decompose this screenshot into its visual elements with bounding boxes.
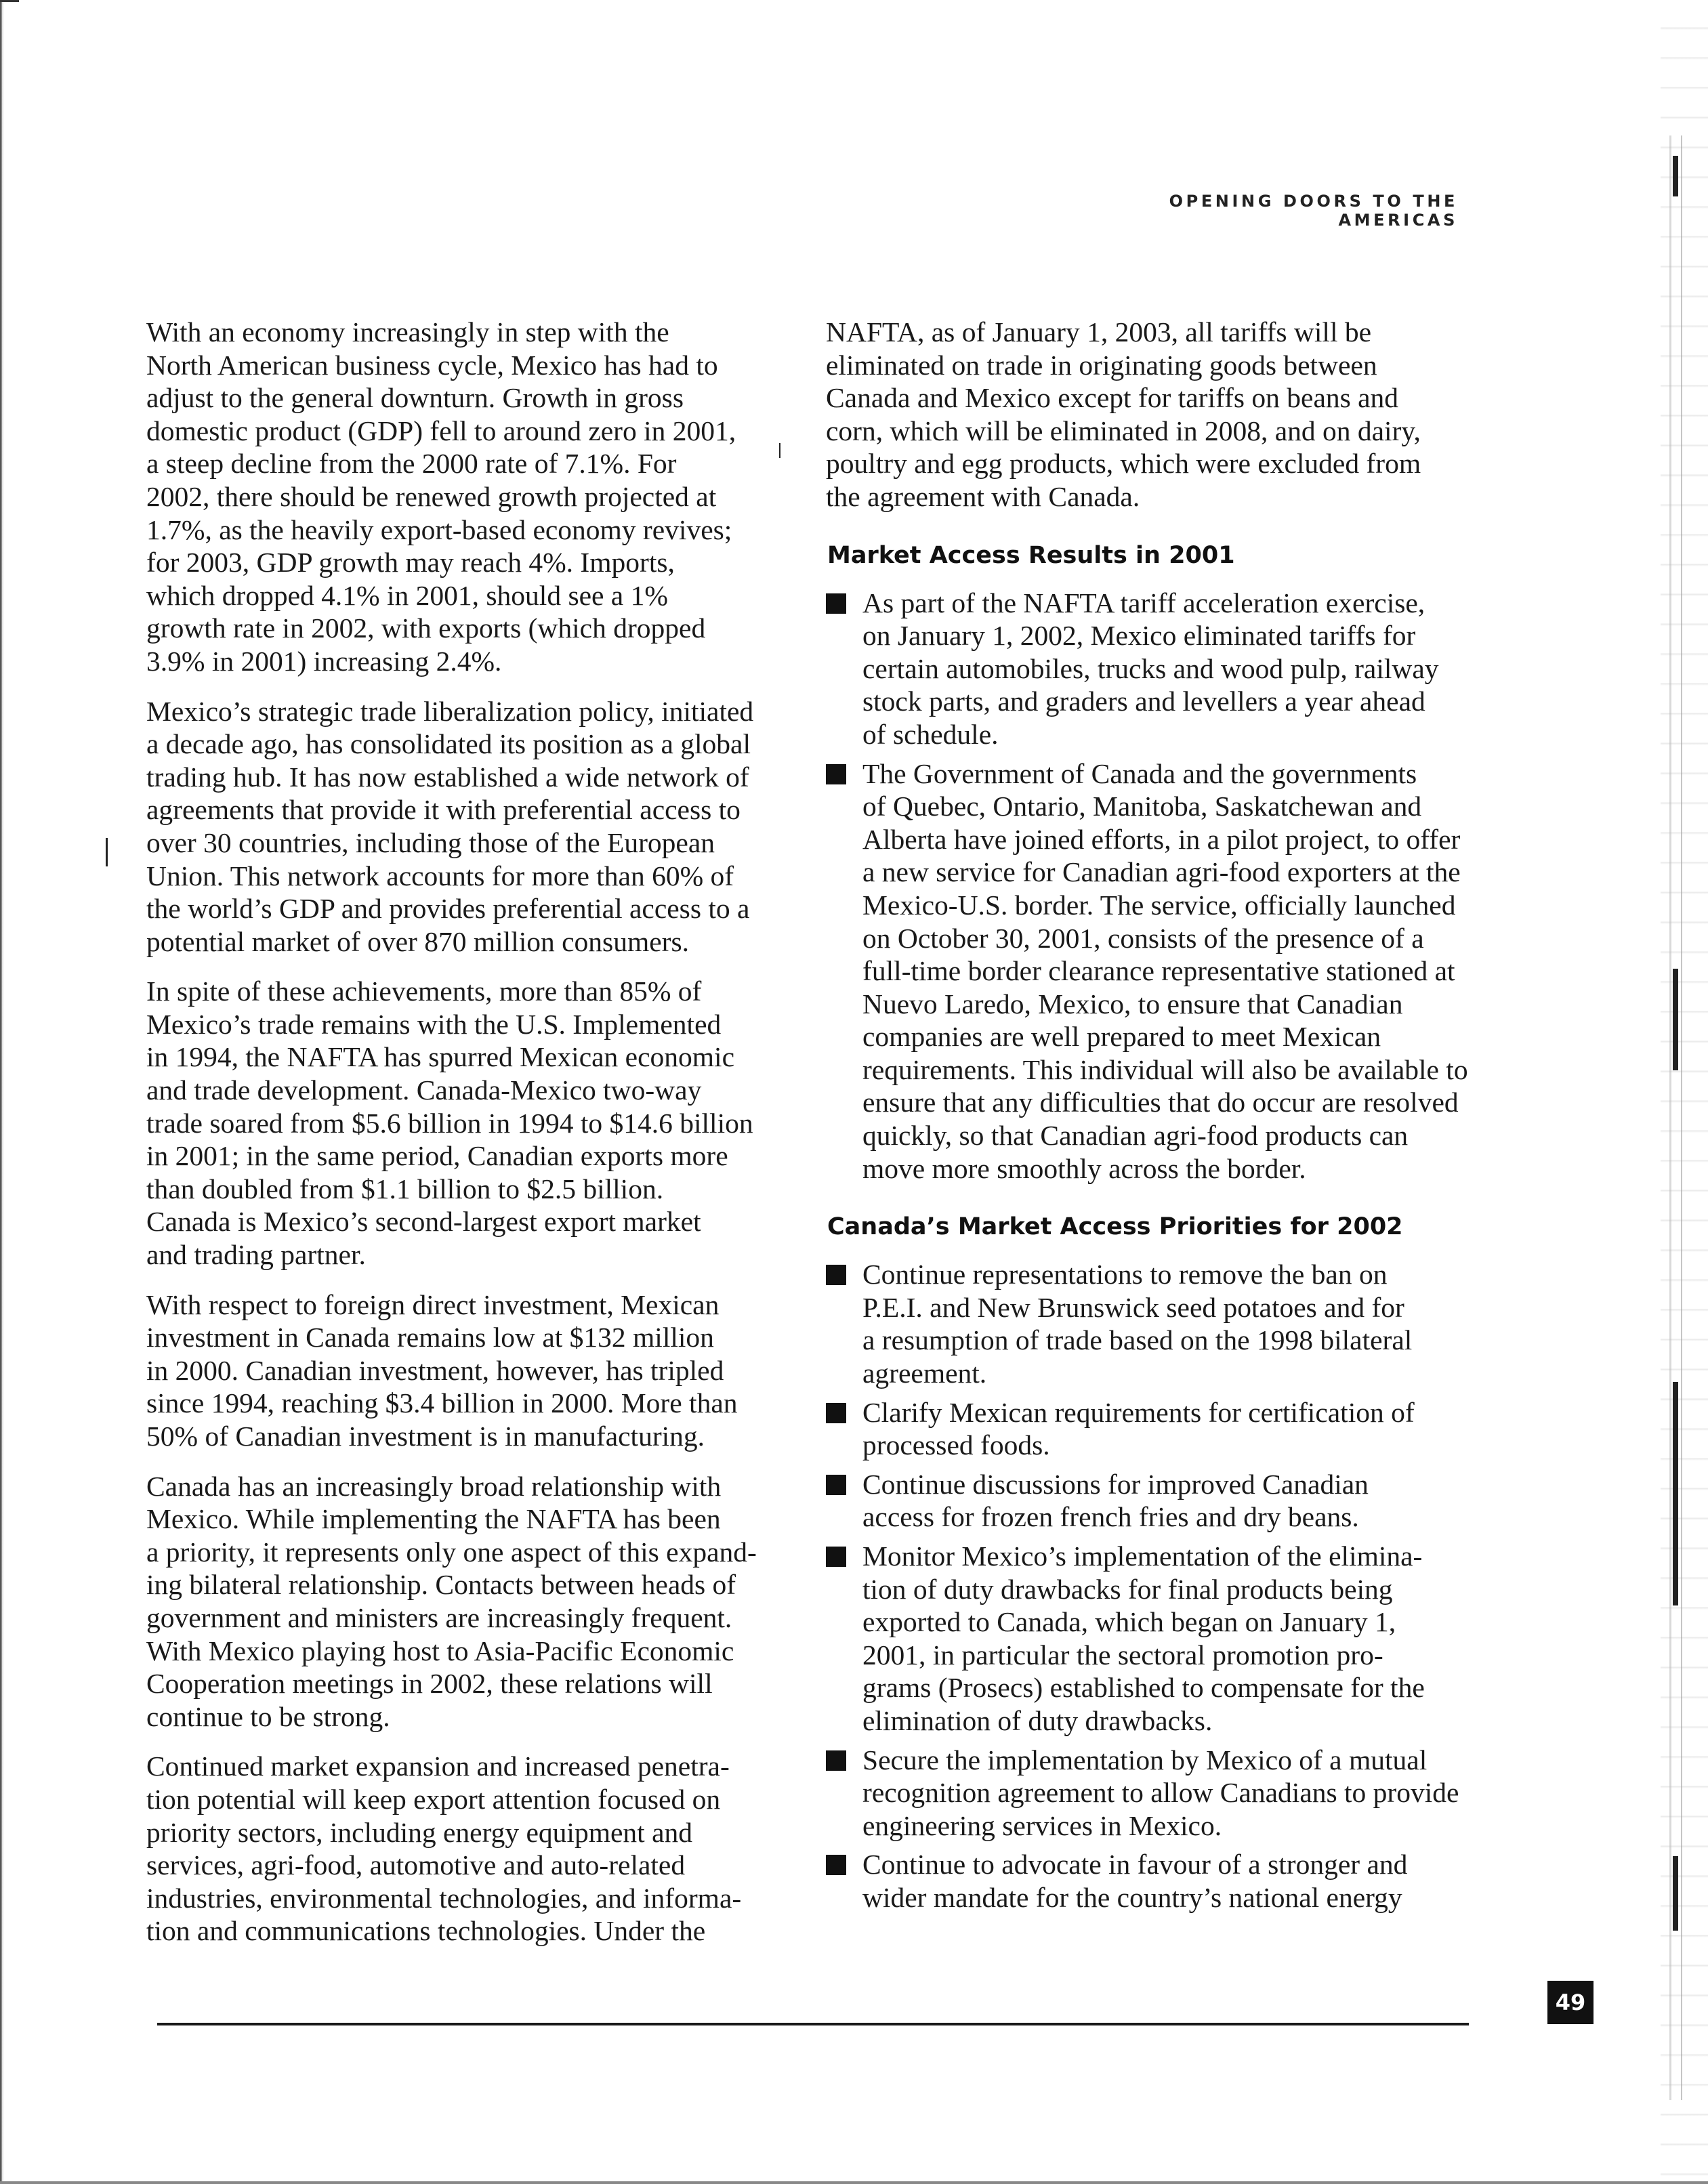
body-paragraph: NAFTA, as of January 1, 2003, all tariffs will be eliminated on trade in originating goods between Canada and Mexico except for tariffs on beans and corn, which will be eliminated in 2008, and on dairy, poultry and egg products, which were excluded from the agreement with Canada. [826,316,1421,512]
body-paragraph: With respect to foreign direct investment, Mexican investment in Canada remains low at $132 million in 2000. Canadian investment, however, has tripled since 1994, reaching $3.4 billion in 2000. More than 50% of Canadian investment is in manufacturing. [146,1288,738,1452]
bullet-text: Secure the implementation by Mexico of a mutual recognition agreement to allow Canadians to provide engineering services in Mexico. [862,1744,1459,1841]
square-bullet-icon [826,593,846,614]
bullet-item [826,1848,1470,1914]
square-bullet-icon [826,764,846,784]
square-bullet-icon [826,1403,846,1423]
footer-rule [157,2023,1469,2025]
square-bullet-icon [826,1265,846,1285]
body-paragraph: Canada has an increasingly broad relationship with Mexico. While implementing the NAFTA has been a priority, it represents only one aspect of this expand- ing bilateral relationship. Contacts between heads of government and ministers are increasingly frequent. With Mexico playing host to Asia-Pacific Economic Cooperation meetings in 2002, these relations will continue to be strong. [146,1470,757,1732]
scan-binding-mark [1673,1382,1678,1605]
scan-edge-right [1661,0,1708,2184]
bullet-item [826,1744,1470,1843]
bullet-text: Continue discussions for improved Canadian access for frozen french fries and dry beans. [862,1468,1369,1533]
bullet-item [826,1468,1470,1534]
bullet-item [826,1258,1470,1389]
section-heading: Market Access Results in 2001 [827,541,1235,569]
margin-mark [106,838,108,866]
scan-edge-bottom [0,2181,1708,2184]
body-paragraph: Mexico’s strategic trade liberalization policy, initiated a decade ago, has consolidated its position as a global trading hub. It has now established a wide network of agreements that provide it with preferential access to over 30 countries, including those of the European Union. This network accounts for more than 60% of the world’s GDP and provides preferential access to a potential market of over 870 million consumers. [146,695,754,957]
right-column [826,316,1470,1920]
bullet-text: As part of the NAFTA tariff acceleration exercise, on January 1, 2002, Mexico eliminated tariffs for certain automobiles, trucks and wood pulp, railway stock parts, and graders and levellers a year ahead of schedule. [862,587,1439,750]
bullet-text: Clarify Mexican requirements for certification of processed foods. [862,1396,1415,1461]
square-bullet-icon [826,1750,846,1771]
section-heading: Canada’s Market Access Priorities for 2002 [827,1213,1403,1241]
bullet-item [826,1540,1470,1738]
square-bullet-icon [826,1855,846,1875]
bullet-list [826,1258,1470,1914]
scan-edge-top [0,0,19,2]
bullet-item [826,1396,1470,1462]
scan-binding-lines [1669,135,1682,2100]
square-bullet-icon [826,1547,846,1567]
page-number: 49 [1547,1981,1594,2024]
bullet-text: The Government of Canada and the governments of Quebec, Ontario, Manitoba, Saskatchewan and Alberta have joined efforts, in a pilot project, to offer a new service for Canadian agri-food exporters at the Mexico-U.S. border. The service, officially launched on October 30, 2001, consists of the presence of a full-time border clearance representative stationed at Nuevo Laredo, Mexico, to ensure that Canadian companies are well prepared to meet Mexican requirements. This individual will also be available to ensure that any difficulties that do occur are resolved quickly, so that Canadian agri-food products can move more smoothly across the border. [862,757,1468,1184]
scan-binding-mark [1673,969,1678,1070]
bullet-text: Monitor Mexico’s implementation of the elimina- tion of duty drawbacks for final products being exported to Canada, which began on January 1, 2001, in particular the sectoral promotion pro- grams (Prosecs) established to compensate for the elimination of duty drawbacks. [862,1540,1425,1736]
bullet-text: Continue to advocate in favour of a stronger and wider mandate for the country’s national energy [862,1849,1408,1913]
bullet-text: Continue representations to remove the ban on P.E.I. and New Brunswick seed potatoes and for a resumption of trade based on the 1998 bilateral agreement. [862,1259,1413,1389]
scan-binding-mark [1673,1856,1678,1931]
running-head: OPENING DOORS TO THE AMERICAS [1169,192,1458,230]
bullet-list [826,587,1470,1185]
square-bullet-icon [826,1475,846,1495]
scan-edge-left [0,0,4,2184]
left-column [146,316,776,1965]
scan-binding-mark [1673,156,1678,196]
body-paragraph: With an economy increasingly in step with the North American business cycle, Mexico has had to adjust to the general downturn. Growth in gross domestic product (GDP) fell to around zero in 2001, a steep decline from the 2000 rate of 7.1%. For 2002, there should be renewed growth projected at 1.7%, as the heavily export-based economy revives; for 2003, GDP growth may reach 4%. Imports, which dropped 4.1% in 2001, should see a 1% growth rate in 2002, with exports (which dropped 3.9% in 2001) increasing 2.4%. [146,316,736,677]
bullet-item [826,587,1470,751]
body-paragraph: In spite of these achievements, more than 85% of Mexico’s trade remains with the U.S. Implemented in 1994, the NAFTA has spurred Mexican economic and trade development. Canada-Mexico two-way trade soared from $5.6 billion in 1994 to $14.6 billion in 2001; in the same period, Canadian exports more than doubled from $1.1 billion to $2.5 billion. Canada is Mexico’s second-largest export market and trading partner. [146,975,753,1271]
margin-mark [779,443,780,458]
body-paragraph: Continued market expansion and increased penetra- tion potential will keep export attention focused on priority sectors, including energy equipment and services, agri-food, automotive and auto-related industries, environmental technologies, and informa- tion and communications technologies. Under the [146,1750,742,1947]
bullet-item [826,757,1470,1185]
